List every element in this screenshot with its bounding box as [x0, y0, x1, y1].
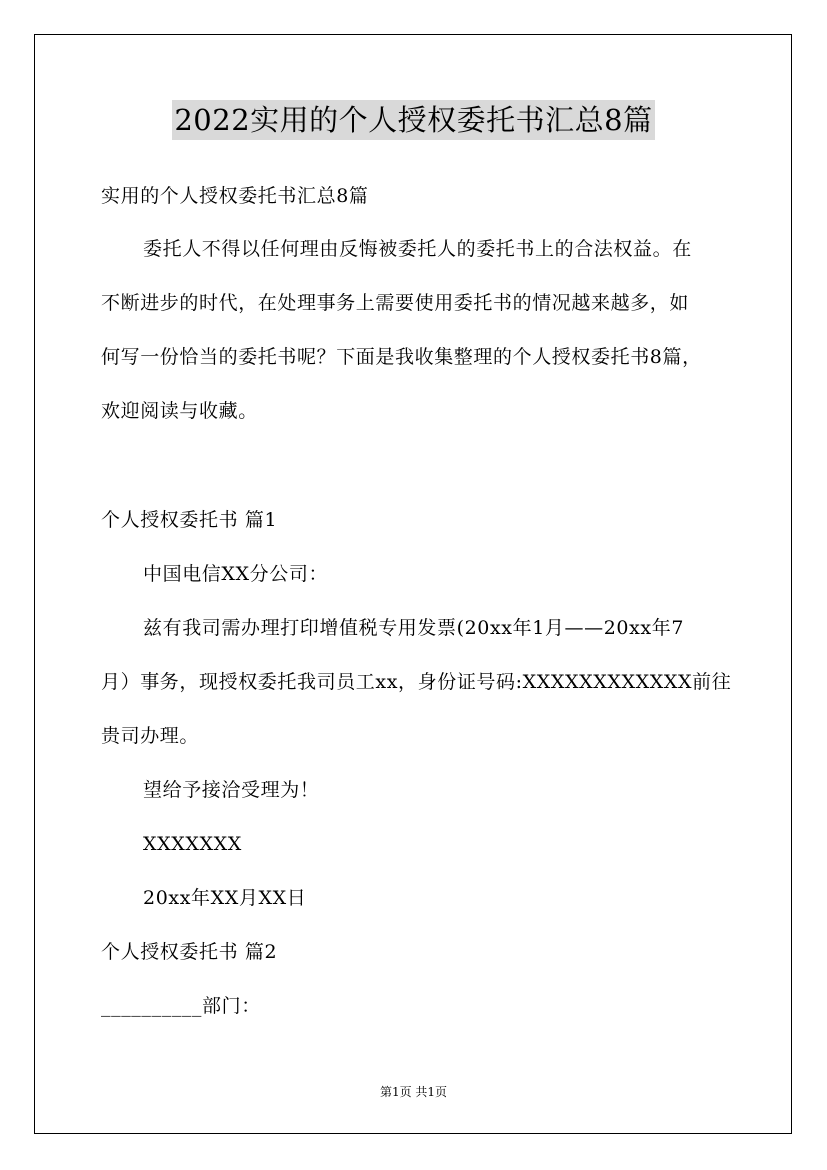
intro-line-3: 何写一份恰当的委托书呢？下面是我收集整理的个人授权委托书8篇， — [101, 346, 702, 368]
section1-body-line-2: 月）事务，现授权委托我司员工xx，身份证号码:XXXXXXXXXXXX前往 — [101, 671, 732, 693]
document-title: 2022实用的个人授权委托书汇总8篇 — [172, 100, 654, 140]
intro-line-4: 欢迎阅读与收藏。 — [101, 400, 258, 422]
section1-signature: XXXXXXX — [143, 833, 242, 855]
section1-closing: 望给予接洽受理为！ — [143, 779, 320, 801]
section2-department: __________部门： — [101, 995, 261, 1017]
intro-line-2: 不断进步的时代，在处理事务上需要使用委托书的情况越来越多，如 — [101, 292, 690, 314]
section2-heading: 个人授权委托书 篇2 — [101, 941, 278, 963]
section1-recipient: 中国电信XX分公司： — [143, 563, 329, 585]
title-container — [0, 100, 827, 140]
document-subtitle: 实用的个人授权委托书汇总8篇 — [101, 185, 369, 207]
page-footer: 第1页 共1页 — [379, 1085, 448, 1099]
section1-body-line-3: 贵司办理。 — [101, 725, 200, 747]
section1-date: 20xx年XX月XX日 — [143, 887, 307, 909]
section1-body-line-1: 兹有我司需办理打印增值税专用发票(20xx年1月——20xx年7 — [143, 617, 685, 639]
section1-heading: 个人授权委托书 篇1 — [101, 509, 278, 531]
intro-line-1: 委托人不得以任何理由反悔被委托人的委托书上的合法权益。在 — [143, 238, 692, 260]
